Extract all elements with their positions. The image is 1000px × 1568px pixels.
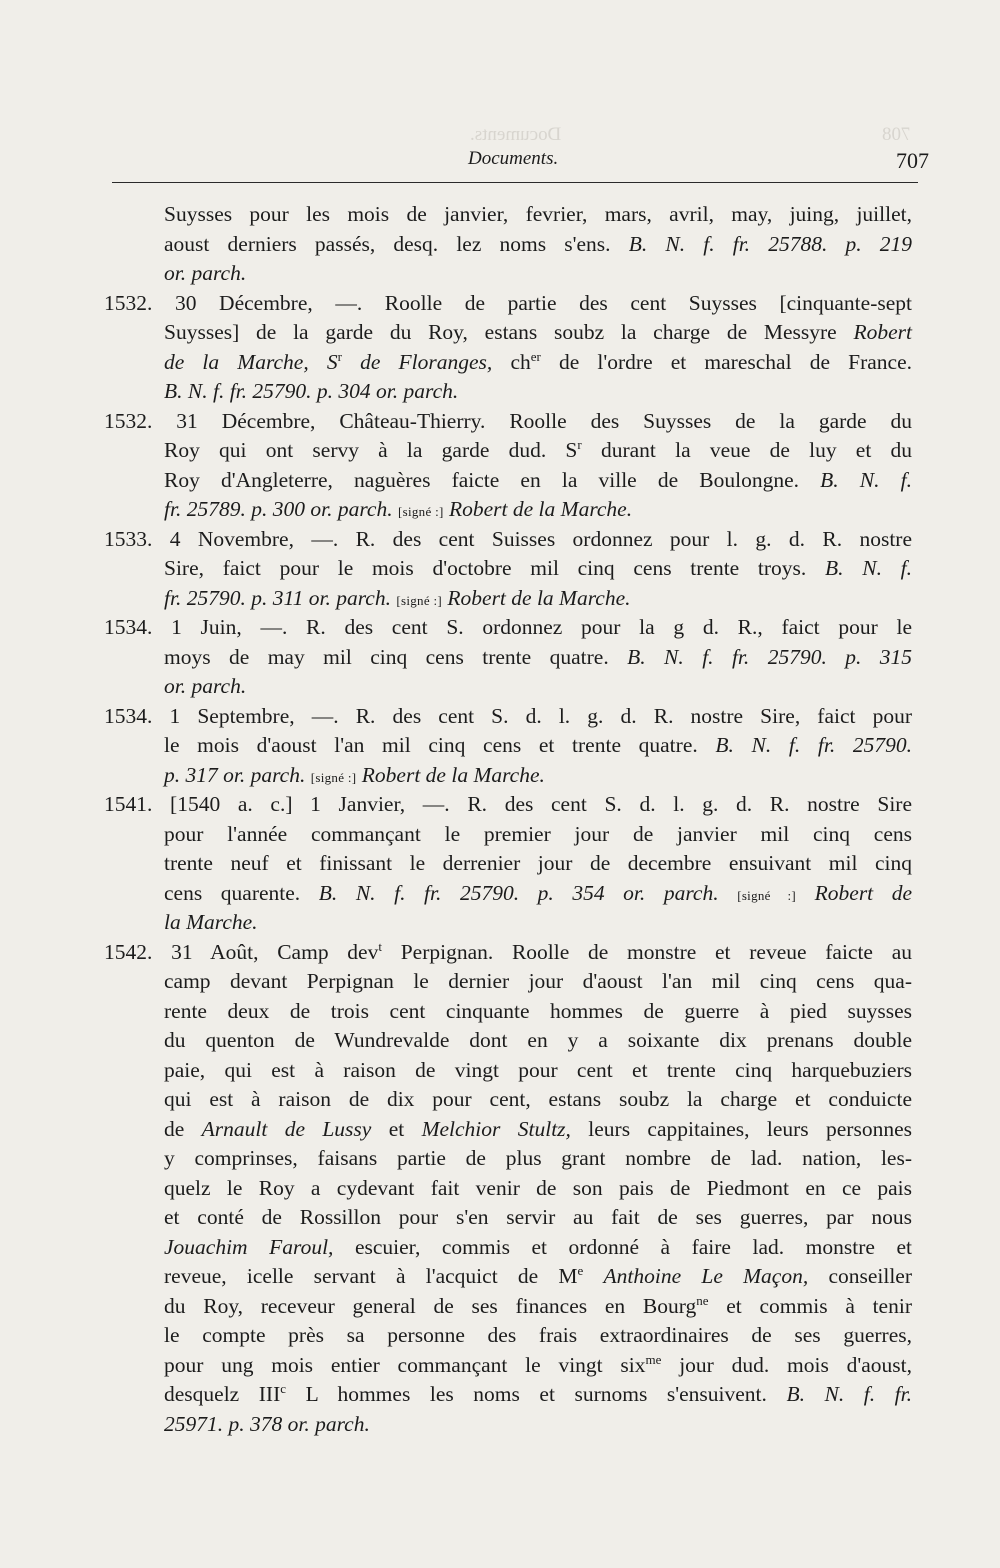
document-body [104, 200, 912, 1439]
entry-1534-1-septembre: 1534. 1 Septembre, —. R. des cent S. d. l. g. d. R. nostre Sire, faict pour [104, 703, 912, 728]
text-line: paie, qui est à raison de vingt pour cent et trente cinq harquebuziers [164, 1057, 912, 1082]
text-line: reveue, icelle servant à l'acquict de Me Anthoine Le Maçon, conseiller [164, 1263, 913, 1288]
text-line: du Roy, receveur general de ses finances en Bourg$^{ne}$ et commis à tenir [164, 1292, 912, 1318]
entry-1532-30-decembre: 1532. 30 Décembre, —. Roolle de partie des cent Suysses [cinquante-sept [104, 290, 912, 315]
bleed-through-title: Documents. [470, 124, 562, 145]
text-line: p. 317 or. parch. [signé :] Robert de la Marche. [164, 762, 545, 787]
text-line: moys de may mil cinq cens trente quatre. B. N. f. fr. 25790. p. 315 [164, 644, 913, 669]
text-line: desquelz III$^c$ L hommes les noms et surnoms s'ensuivent. B. N. f. fr. [164, 1381, 913, 1406]
text-line: qui est à raison de dix pour cent, estans soubz la charge et conduicte [164, 1087, 912, 1111]
text-line: Roy d'Angleterre, naguères faicte en la ville de Boulongne. B. N. f. [164, 467, 912, 492]
text-line: et conté de Rossillon pour s'en servir au fait de ses guerres, par nous [164, 1205, 912, 1229]
text-line: la Marche. [164, 910, 258, 934]
text-line: rente deux de trois cent cinquante hommes de guerre à pied suysses [164, 998, 912, 1023]
running-header-title: Documents. [468, 148, 559, 169]
entry-1534-1-juin: 1534. 1 Juin, —. R. des cent S. ordonnez pour la g d. R., faict pour le [104, 615, 912, 639]
entry-1541-1-janvier: 1541. [1540 a. c.] 1 Janvier, —. R. des cent S. d. l. g. d. R. nostre Sire [104, 792, 912, 816]
header-rule [112, 182, 918, 183]
text-line: de la Marche, $S^r$ de Floranges, $ch^{er}$ de l'ordre et mareschal de France. [164, 348, 912, 374]
text-line: fr. 25789. p. 300 or. parch. [signé :] Robert de la Marche. [164, 497, 633, 521]
entry-1542-31-aout: 1542. 31 Août, Camp dev$^t$ Perpignan. Roolle de monstre et reveue faicte au [104, 938, 912, 964]
text-line: pour ung mois entier commançant le vingt six$^{me}$ jour dud. mois d'aoust, [164, 1351, 912, 1377]
text-line: aoust derniers passés, desq. lez noms s'ens. B. N. f. fr. 25788. p. 219 [164, 231, 913, 256]
text-line: camp devant Perpignan le dernier jour d'aoust l'an mil cinq cens qua- [164, 969, 912, 993]
text-line: Jouachim Faroul, escuier, commis et ordonné à faire lad. monstre et [164, 1234, 912, 1259]
text-line: cens quarente. B. N. f. fr. 25790. p. 354 or. parch. [signé :] Robert de [164, 880, 913, 905]
text-line: B. N. f. fr. 25790. p. 304 or. parch. [164, 379, 459, 403]
text-line: fr. 25790. p. 311 or. parch. [signé :] Robert de la Marche. [164, 585, 631, 610]
text-line: 25971. p. 378 or. parch. [164, 1411, 370, 1436]
text-line: Suysses pour les mois de janvier, fevrier, mars, avril, may, juing, juillet, [164, 202, 912, 226]
text-line: le compte près sa personne des frais extraordinaires de ses guerres, [164, 1323, 912, 1347]
text-line: Roy qui ont servy à la garde dud. $S^r$ durant la veue de luy et du [164, 437, 913, 462]
text-line: pour l'année commançant le premier jour de janvier mil cinq cens [164, 821, 912, 846]
text-line: Suysses] de la garde du Roy, estans soubz la charge de Messyre Robert [164, 320, 913, 344]
page-number: 707 [896, 148, 929, 173]
text-line: Sire, faict pour le mois d'octobre mil cinq cens trente troys. B. N. f. [164, 556, 912, 580]
text-line: de Arnault de Lussy et Melchior Stultz, leurs cappitaines, leurs personnes [164, 1116, 912, 1141]
text-line: or. parch. [164, 261, 247, 285]
text-line: quelz le Roy a cydevant fait venir de son pais de Piedmont en ce pais [164, 1175, 912, 1200]
text-line: trente neuf et finissant le derrenier jour de decembre ensuivant mil cinq [164, 851, 912, 875]
text-line: du quenton de Wundrevalde dont en y a soixante dix prenans double [164, 1028, 912, 1052]
bleed-through-page-number: 708 [882, 124, 911, 145]
entry-1533-4-novembre: 1533. 4 Novembre, —. R. des cent Suisses ordonnez pour l. g. d. R. nostre [104, 526, 912, 551]
text-line: y comprinses, faisans partie de plus grant nombre de lad. nation, les- [164, 1146, 912, 1170]
text-line: or. parch. [164, 674, 247, 698]
entry-1532-31-decembre: 1532. 31 Décembre, Château-Thierry. Roolle des Suysses de la garde du [104, 408, 912, 433]
text-line: le mois d'aoust l'an mil cinq cens et trente quatre. B. N. f. fr. 25790. [164, 733, 913, 757]
